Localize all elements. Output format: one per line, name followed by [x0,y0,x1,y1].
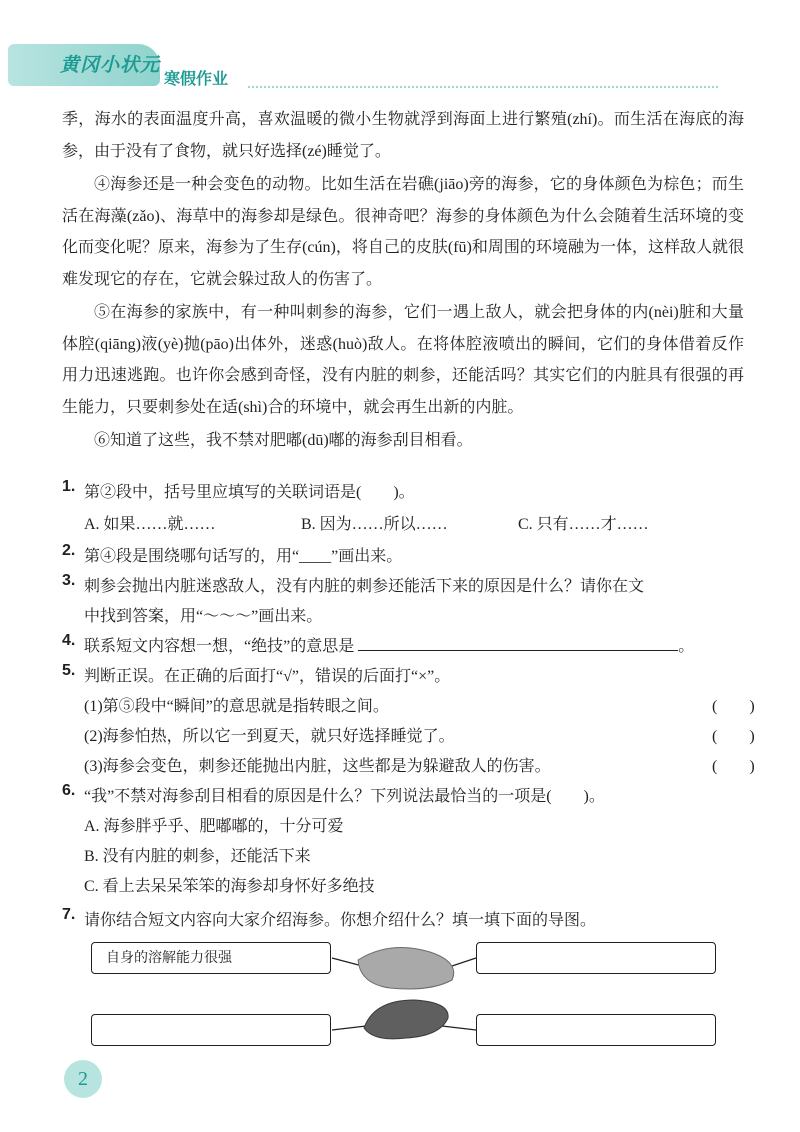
question-number: 4. [62,632,76,649]
mindmap-box-2[interactable] [476,942,716,974]
mindmap-box-4[interactable] [476,1014,716,1046]
question-1 [62,478,752,508]
question-4 [62,632,752,662]
question-list [62,478,755,936]
judgement-item-3 [62,752,755,782]
option-c[interactable]: C. 只有……才…… [518,516,649,533]
sea-cucumber-image [330,930,480,1070]
question-text: 刺参会抛出内脏迷惑敌人，没有内脏的刺参还能活下来的原因是什么？请你在文 [84,578,645,595]
option-b[interactable]: B. 没有内脏的刺参，还能活下来 [84,848,311,865]
brand-logo: 黄冈小状元 [60,54,161,76]
question-number: 5. [62,662,76,679]
page-number: 2 [64,1060,102,1098]
question-number: 3. [62,572,76,589]
question-2 [62,542,752,572]
question-text: “我”不禁对海参刮目相看的原因是什么？下列说法最恰当的一项是( )。 [84,788,605,805]
header-title: 寒假作业 [164,69,229,88]
question-number: 2. [62,542,76,559]
mindmap-box-1[interactable]: 自身的溶解能力很强 [91,942,331,974]
question-1-options [62,508,752,542]
question-number: 6. [62,782,76,799]
passage-paragraph-4: ④海参还是一种会变色的动物。比如生活在岩礁(jiāo)旁的海参，它的身体颜色为棕色；而生活在海藻(zǎo)、海草中的海参却是绿色。很神奇吧？海参的身体颜色为什么会随着生活环境的变化而变化呢？原来，海参为了生存(cún)，将自己的皮肤(fū)和周围的环境融为一体，这样敌人就很难发现它的存在，它就会躲过敌人的伤害了。 [62,176,744,288]
question-3 [62,572,752,632]
question-6 [62,782,752,812]
sea-cucumber-bottom [364,1000,448,1039]
judgement-text: (2)海参怕热，所以它一到夏天，就只好选择睡觉了。 [84,728,455,745]
question-text: 第④段是围绕哪句话写的，用“____”画出来。 [84,548,403,565]
judgement-text: (1)第⑤段中“瞬间”的意思就是指转眼之间。 [84,698,389,715]
mind-map [0,930,800,1070]
connector-line [332,1026,366,1030]
page-header [0,0,800,110]
answer-paren[interactable]: ( ) [712,758,755,775]
question-text: 联系短文内容想一想，“绝技”的意思是 [84,638,355,655]
question-text: 判断正误。在正确的后面打“√”，错误的后面打“×”。 [84,668,451,685]
question-5 [62,662,752,692]
judgement-item-1 [62,692,755,722]
passage-paragraph-6: ⑥知道了这些，我不禁对肥嘟(dū)嘟的海参刮目相看。 [94,432,473,449]
judgement-text: (3)海参会变色，刺参还能抛出内脏，这些都是为躲避敌人的伤害。 [84,758,551,775]
passage-paragraph-3-cont: 季，海水的表面温度升高，喜欢温暖的微小生物就浮到海面上进行繁殖(zhí)。而生活在海底的海参，由于没有了食物，就只好选择(zé)睡觉了。 [62,111,744,160]
option-a[interactable]: A. 如果……就…… [84,516,216,533]
passage-paragraph-5: ⑤在海参的家族中，有一种叫刺参的海参，它们一遇上敌人，就会把身体的内(nèi)脏和大量体腔(qiāng)液(yè)抛(pāo)出体外，迷惑(huò)敌人。在将体腔液喷出的瞬间，它们的身体借着反作用力迅速逃跑。也许你会感到奇怪，没有内脏的刺参，还能活吗？其实它们的内脏具有很强的再生能力，只要刺参处在适(shì)合的环境中，就会再生出新的内脏。 [62,304,744,416]
header-divider [248,84,718,88]
question-number: 1. [62,478,76,495]
option-c[interactable]: C. 看上去呆呆笨笨的海参却身怀好多绝技 [84,878,375,895]
sea-cucumber-top [358,948,454,990]
question-text: 请你结合短文内容向大家介绍海参。你想介绍什么？填一填下面的导图。 [84,912,597,929]
judgement-item-2 [62,722,755,752]
connector-line [442,1026,476,1030]
option-a[interactable]: A. 海参胖乎乎、肥嘟嘟的，十分可爱 [84,818,344,835]
question-end: 。 [678,638,695,655]
question-text-cont: 中找到答案，用“～～～”画出来。 [84,608,323,625]
reading-passage [62,104,744,457]
mindmap-box-3[interactable] [91,1014,331,1046]
option-b[interactable]: B. 因为……所以…… [301,516,448,533]
answer-paren[interactable]: ( ) [712,698,755,715]
answer-blank[interactable] [358,632,678,651]
question-text: 第②段中，括号里应填写的关联词语是( )。 [84,484,415,501]
answer-paren[interactable]: ( ) [712,728,755,745]
question-number: 7. [62,906,76,923]
